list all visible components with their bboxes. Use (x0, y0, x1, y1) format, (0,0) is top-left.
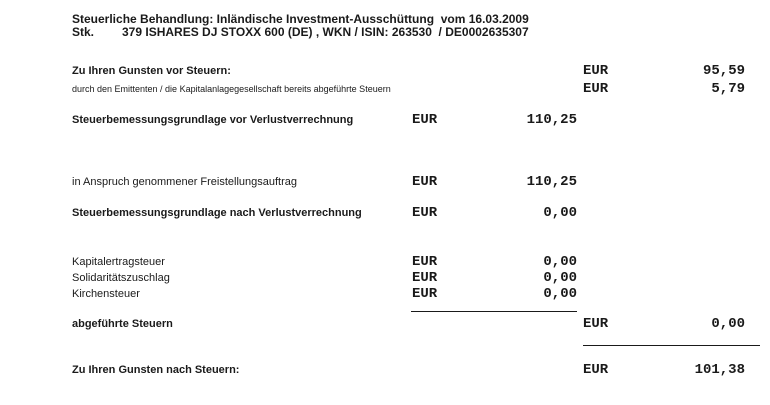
security-line: 379 ISHARES DJ STOXX 600 (DE) , WKN / ISIN: 263530 / DE0002635307 (122, 25, 529, 39)
amount-value: 0,00 (543, 205, 577, 221)
currency-label: EUR (583, 362, 609, 378)
row-freistellungsauftrag (0, 175, 770, 190)
row-label: abgeführte Steuern (72, 318, 173, 330)
row-bemessungsgrundlage-vor-verlustverrechnung (0, 113, 770, 128)
amount-value: 0,00 (543, 286, 577, 302)
page-title: Steuerliche Behandlung: Inländische Investment-Ausschüttung vom 16.03.2009 (72, 12, 529, 26)
row-gunsten-nach-steuern (0, 363, 770, 378)
currency-label: EUR (412, 174, 438, 190)
quantity-label: Stk. (72, 25, 95, 39)
currency-label: EUR (412, 112, 438, 128)
row-label: Kirchensteuer (72, 288, 140, 300)
currency-label: EUR (583, 316, 609, 332)
row-kirchensteuer (0, 287, 770, 302)
amount-value: 95,59 (702, 63, 745, 79)
currency-label: EUR (583, 63, 609, 79)
row-label: Steuerbemessungsgrundlage nach Verlustverrechnung (72, 207, 362, 219)
currency-label: EUR (412, 205, 438, 221)
amount-value: 0,00 (711, 316, 745, 332)
row-label: in Anspruch genommener Freistellungsauftrag (72, 176, 298, 188)
amount-value: 0,00 (543, 254, 577, 270)
amount-value: 101,38 (694, 362, 745, 378)
row-label: Zu Ihren Gunsten vor Steuern: (72, 65, 231, 77)
row-abgefuehrte-steuern (0, 317, 770, 332)
subtotal-rule (411, 311, 577, 312)
amount-value: 110,25 (526, 112, 577, 128)
row-label: Zu Ihren Gunsten nach Steuern: (72, 364, 240, 376)
currency-label: EUR (412, 286, 438, 302)
row-label: durch den Emittenten / die Kapitalanlagegesellschaft bereits abgeführte Steuern (72, 84, 391, 94)
row-bemessungsgrundlage-nach-verlustverrechnung (0, 206, 770, 221)
total-rule (583, 345, 760, 346)
row-label: Steuerbemessungsgrundlage vor Verlustverrechnung (72, 114, 354, 126)
currency-label: EUR (412, 270, 438, 286)
row-label: Kapitalertragsteuer (72, 256, 165, 268)
row-bereits-abgefuehrte-steuern (0, 82, 770, 97)
amount-value: 110,25 (526, 174, 577, 190)
row-gunsten-vor-steuern (0, 64, 770, 79)
amount-value: 5,79 (711, 81, 745, 97)
row-solidaritaetszuschlag (0, 271, 770, 286)
row-label: Solidaritätszuschlag (72, 272, 170, 284)
amount-value: 0,00 (543, 270, 577, 286)
currency-label: EUR (412, 254, 438, 270)
currency-label: EUR (583, 81, 609, 97)
row-kapitalertragsteuer (0, 255, 770, 270)
